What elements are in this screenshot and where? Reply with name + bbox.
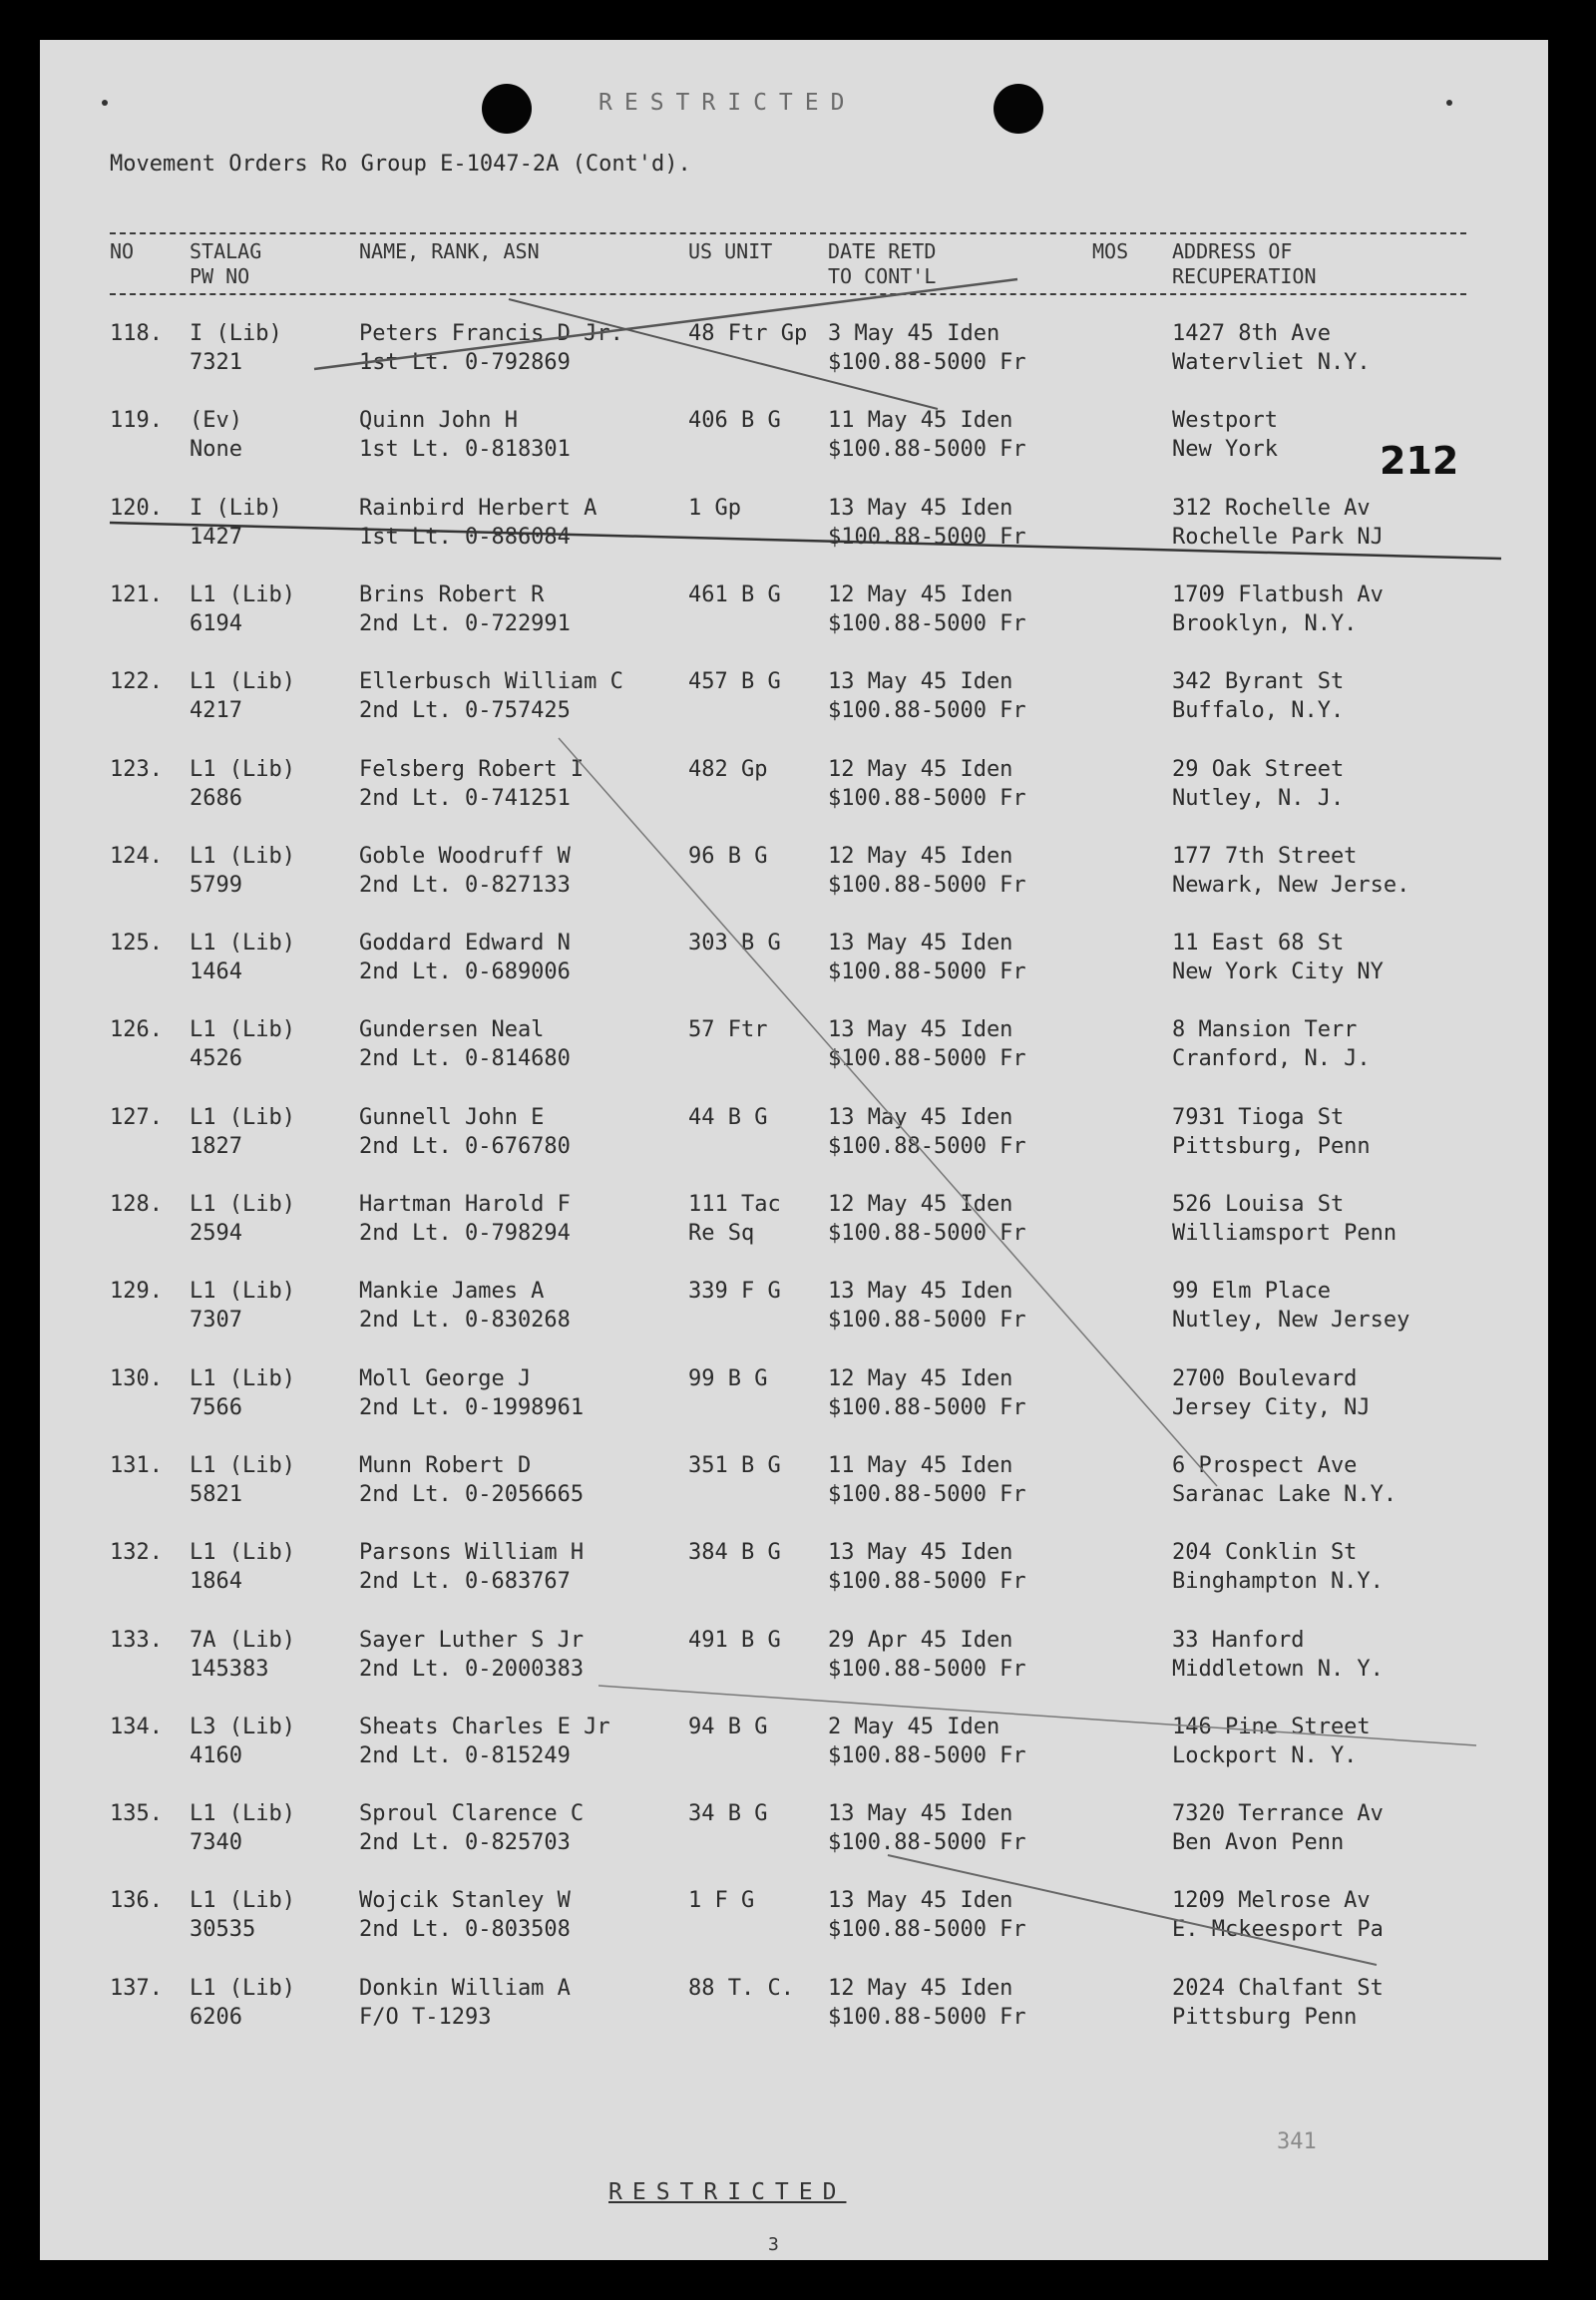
row-number-line: 124. bbox=[110, 843, 163, 869]
address-cell-line: 33 Hanford bbox=[1172, 1627, 1305, 1653]
stalag-cell-line: (Ev) bbox=[190, 408, 242, 434]
address-cell-line: 1427 8th Ave bbox=[1172, 321, 1331, 346]
row-number-line: 128. bbox=[110, 1192, 163, 1217]
date-returned-cell-line: $100.88-5000 Fr bbox=[828, 785, 1026, 811]
date-returned-cell-line: 3 May 45 Iden bbox=[828, 321, 1000, 346]
address-cell-line: 146 Pine Street bbox=[1172, 1714, 1371, 1739]
name-rank-cell-line: Sheats Charles E Jr bbox=[359, 1714, 610, 1739]
address-cell-line: Saranac Lake N.Y. bbox=[1172, 1481, 1397, 1507]
unit-cell-line: 34 B G bbox=[688, 1801, 768, 1827]
unit-cell-line: 461 B G bbox=[688, 581, 781, 607]
date-returned-cell-line: $100.88-5000 Fr bbox=[828, 350, 1026, 375]
col-header-address: ADDRESS OF RECUPERATION bbox=[1172, 239, 1317, 288]
stalag-cell-line: 30535 bbox=[190, 1917, 256, 1943]
name-rank-cell-line: 2nd Lt. 0-741251 bbox=[359, 785, 571, 811]
unit-cell-line: 1 Gp bbox=[688, 495, 741, 521]
address-cell-line: Buffalo, N.Y. bbox=[1172, 698, 1345, 724]
stalag-cell-line: 1864 bbox=[190, 1569, 242, 1595]
stalag-cell-line: 6206 bbox=[190, 2004, 242, 2030]
date-returned-cell-line: $100.88-5000 Fr bbox=[828, 1133, 1026, 1159]
unit-cell-line: 57 Ftr bbox=[688, 1017, 768, 1043]
address-cell-line: 2024 Chalfant St bbox=[1172, 1975, 1384, 2001]
date-returned-cell-line: 29 Apr 45 Iden bbox=[828, 1627, 1013, 1653]
unit-cell-line: 491 B G bbox=[688, 1627, 781, 1653]
row-number-line: 129. bbox=[110, 1279, 163, 1305]
unit-cell-line: 406 B G bbox=[688, 408, 781, 434]
name-rank-cell-line: 2nd Lt. 0-2056665 bbox=[359, 1481, 585, 1507]
date-returned-cell-line: $100.88-5000 Fr bbox=[828, 1830, 1026, 1856]
stalag-cell-line: I (Lib) bbox=[190, 321, 282, 346]
date-returned-cell-line: $100.88-5000 Fr bbox=[828, 524, 1026, 550]
address-cell-line: 312 Rochelle Av bbox=[1172, 495, 1371, 521]
unit-cell-line: 99 B G bbox=[688, 1365, 768, 1391]
row-number-line: 127. bbox=[110, 1104, 163, 1130]
name-rank-cell-line: Rainbird Herbert A bbox=[359, 495, 598, 521]
stalag-cell-line: None bbox=[190, 437, 242, 463]
stalag-cell-line: 4160 bbox=[190, 1742, 242, 1768]
name-rank-cell-line: Gunnell John E bbox=[359, 1104, 545, 1130]
address-cell-line: Rochelle Park NJ bbox=[1172, 524, 1384, 550]
strike-line bbox=[110, 523, 1501, 559]
unit-cell-line: 48 Ftr Gp bbox=[688, 321, 808, 346]
row-number-line: 121. bbox=[110, 581, 163, 607]
strike-line bbox=[314, 279, 1017, 369]
address-cell-line: 29 Oak Street bbox=[1172, 756, 1345, 782]
address-cell-line: Cranford, N. J. bbox=[1172, 1046, 1371, 1072]
date-returned-cell-line: $100.88-5000 Fr bbox=[828, 1394, 1026, 1420]
address-cell-line: Brooklyn, N.Y. bbox=[1172, 610, 1358, 636]
name-rank-cell-line: Ellerbusch William C bbox=[359, 669, 623, 695]
date-returned-cell-line: $100.88-5000 Fr bbox=[828, 2004, 1026, 2030]
stalag-cell-line: 1427 bbox=[190, 524, 242, 550]
unit-cell-line: 111 Tac bbox=[688, 1192, 781, 1217]
name-rank-cell-line: Hartman Harold F bbox=[359, 1192, 571, 1217]
unit-cell-line: 88 T. C. bbox=[688, 1975, 794, 2001]
name-rank-cell-line: Brins Robert R bbox=[359, 581, 545, 607]
date-returned-cell-line: $100.88-5000 Fr bbox=[828, 1481, 1026, 1507]
date-returned-cell-line: 13 May 45 Iden bbox=[828, 495, 1013, 521]
stalag-cell-line: L1 (Lib) bbox=[190, 843, 295, 869]
stalag-cell-line: L1 (Lib) bbox=[190, 1279, 295, 1305]
row-number-line: 132. bbox=[110, 1540, 163, 1566]
stalag-cell-line: L1 (Lib) bbox=[190, 581, 295, 607]
margin-mark: 341 bbox=[1277, 2129, 1317, 2154]
address-cell-line: Pittsburg, Penn bbox=[1172, 1133, 1371, 1159]
address-cell-line: Westport bbox=[1172, 408, 1278, 434]
stalag-cell-line: L1 (Lib) bbox=[190, 1888, 295, 1914]
date-returned-cell-line: 11 May 45 Iden bbox=[828, 408, 1013, 434]
stalag-cell-line: 7566 bbox=[190, 1394, 242, 1420]
date-returned-cell-line: 12 May 45 Iden bbox=[828, 843, 1013, 869]
stalag-cell-line: 145383 bbox=[190, 1656, 269, 1682]
address-cell-line: New York bbox=[1172, 437, 1278, 463]
stalag-cell-line: L1 (Lib) bbox=[190, 1365, 295, 1391]
stalag-cell-line: 1464 bbox=[190, 959, 242, 985]
date-returned-cell-line: 12 May 45 Iden bbox=[828, 581, 1013, 607]
address-cell-line: Middletown N. Y. bbox=[1172, 1656, 1384, 1682]
address-cell-line: 526 Louisa St bbox=[1172, 1192, 1345, 1217]
unit-cell-line: Re Sq bbox=[688, 1221, 755, 1246]
stalag-cell-line: L1 (Lib) bbox=[190, 1104, 295, 1130]
name-rank-cell-line: Sproul Clarence C bbox=[359, 1801, 585, 1827]
address-cell-line: 1209 Melrose Av bbox=[1172, 1888, 1371, 1914]
document-title: Movement Orders Ro Group E-1047-2A (Cont'd). bbox=[110, 152, 691, 177]
strike-line bbox=[888, 1855, 1377, 1965]
name-rank-cell-line: 2nd Lt. 0-2000383 bbox=[359, 1656, 585, 1682]
address-cell-line: 177 7th Street bbox=[1172, 843, 1358, 869]
name-rank-cell-line: 2nd Lt. 0-1998961 bbox=[359, 1394, 585, 1420]
date-returned-cell-line: $100.88-5000 Fr bbox=[828, 437, 1026, 463]
strike-line bbox=[598, 1686, 1476, 1745]
name-rank-cell-line: Sayer Luther S Jr bbox=[359, 1627, 585, 1653]
stalag-cell-line: I (Lib) bbox=[190, 495, 282, 521]
row-number-line: 133. bbox=[110, 1627, 163, 1653]
date-returned-cell-line: 13 May 45 Iden bbox=[828, 1801, 1013, 1827]
col-header-name: NAME, RANK, ASN bbox=[359, 239, 540, 263]
address-cell-line: 6 Prospect Ave bbox=[1172, 1452, 1358, 1478]
name-rank-cell-line: Goddard Edward N bbox=[359, 931, 571, 957]
address-cell-line: Watervliet N.Y. bbox=[1172, 350, 1371, 375]
unit-cell-line: 303 B G bbox=[688, 931, 781, 957]
col-header-mos: MOS bbox=[1092, 239, 1129, 263]
stalag-cell-line: L1 (Lib) bbox=[190, 669, 295, 695]
row-number-line: 134. bbox=[110, 1714, 163, 1739]
unit-cell-line: 351 B G bbox=[688, 1452, 781, 1478]
date-returned-cell-line: $100.88-5000 Fr bbox=[828, 1308, 1026, 1334]
row-number-line: 123. bbox=[110, 756, 163, 782]
address-cell-line: 342 Byrant St bbox=[1172, 669, 1345, 695]
name-rank-cell-line: Quinn John H bbox=[359, 408, 518, 434]
address-cell-line: 99 Elm Place bbox=[1172, 1279, 1331, 1305]
row-number-line: 122. bbox=[110, 669, 163, 695]
stalag-cell-line: 4217 bbox=[190, 698, 242, 724]
col-header-date: DATE RETD TO CONT'L bbox=[828, 239, 937, 288]
date-returned-cell-line: 13 May 45 Iden bbox=[828, 931, 1013, 957]
name-rank-cell-line: Moll George J bbox=[359, 1365, 532, 1391]
address-cell-line: 1709 Flatbush Av bbox=[1172, 581, 1384, 607]
row-number-line: 120. bbox=[110, 495, 163, 521]
row-number-line: 126. bbox=[110, 1017, 163, 1043]
stalag-cell-line: 5799 bbox=[190, 872, 242, 898]
address-cell-line: New York City NY bbox=[1172, 959, 1384, 985]
stalag-cell-line: 7340 bbox=[190, 1830, 242, 1856]
stalag-cell-line: 2594 bbox=[190, 1221, 242, 1246]
date-returned-cell-line: 12 May 45 Iden bbox=[828, 1192, 1013, 1217]
address-cell-line: E. Mckeesport Pa bbox=[1172, 1917, 1384, 1943]
address-cell-line: 8 Mansion Terr bbox=[1172, 1017, 1358, 1043]
address-cell-line: Binghampton N.Y. bbox=[1172, 1569, 1384, 1595]
name-rank-cell-line: 2nd Lt. 0-798294 bbox=[359, 1221, 571, 1246]
date-returned-cell-line: 2 May 45 Iden bbox=[828, 1714, 1000, 1739]
date-returned-cell-line: 13 May 45 Iden bbox=[828, 669, 1013, 695]
date-returned-cell-line: $100.88-5000 Fr bbox=[828, 610, 1026, 636]
row-number-line: 131. bbox=[110, 1452, 163, 1478]
address-cell-line: Newark, New Jerse. bbox=[1172, 872, 1410, 898]
unit-cell-line: 96 B G bbox=[688, 843, 768, 869]
name-rank-cell-line: 2nd Lt. 0-815249 bbox=[359, 1742, 571, 1768]
stalag-cell-line: 7307 bbox=[190, 1308, 242, 1334]
date-returned-cell-line: $100.88-5000 Fr bbox=[828, 1221, 1026, 1246]
row-number-line: 137. bbox=[110, 1975, 163, 2001]
name-rank-cell-line: F/O T-1293 bbox=[359, 2004, 492, 2030]
classification-footer: RESTRICTED bbox=[608, 2179, 847, 2205]
name-rank-cell-line: Mankie James A bbox=[359, 1279, 545, 1305]
name-rank-cell-line: 1st Lt. 0-886084 bbox=[359, 524, 571, 550]
page-stamp-number: 212 bbox=[1380, 439, 1459, 483]
date-returned-cell-line: 11 May 45 Iden bbox=[828, 1452, 1013, 1478]
date-returned-cell-line: $100.88-5000 Fr bbox=[828, 872, 1026, 898]
unit-cell-line: 339 F G bbox=[688, 1279, 781, 1305]
date-returned-cell-line: 13 May 45 Iden bbox=[828, 1017, 1013, 1043]
stalag-cell-line: L1 (Lib) bbox=[190, 756, 295, 782]
stalag-cell-line: 7A (Lib) bbox=[190, 1627, 295, 1653]
name-rank-cell-line: 1st Lt. 0-792869 bbox=[359, 350, 571, 375]
row-number-line: 119. bbox=[110, 408, 163, 434]
stalag-cell-line: L1 (Lib) bbox=[190, 1192, 295, 1217]
date-returned-cell-line: $100.88-5000 Fr bbox=[828, 1046, 1026, 1072]
row-number-line: 118. bbox=[110, 321, 163, 346]
col-header-stalag: STALAG PW NO bbox=[190, 239, 262, 288]
row-number-line: 136. bbox=[110, 1888, 163, 1914]
address-cell-line: 7320 Terrance Av bbox=[1172, 1801, 1384, 1827]
unit-cell-line: 94 B G bbox=[688, 1714, 768, 1739]
date-returned-cell-line: 12 May 45 Iden bbox=[828, 756, 1013, 782]
stalag-cell-line: L1 (Lib) bbox=[190, 1017, 295, 1043]
stalag-cell-line: L1 (Lib) bbox=[190, 1452, 295, 1478]
stalag-cell-line: L1 (Lib) bbox=[190, 1801, 295, 1827]
name-rank-cell-line: 2nd Lt. 0-676780 bbox=[359, 1133, 571, 1159]
stalag-cell-line: L3 (Lib) bbox=[190, 1714, 295, 1739]
col-header-unit: US UNIT bbox=[688, 239, 773, 263]
page-number: 3 bbox=[768, 2234, 779, 2255]
date-returned-cell-line: 12 May 45 Iden bbox=[828, 1365, 1013, 1391]
name-rank-cell-line: 2nd Lt. 0-689006 bbox=[359, 959, 571, 985]
name-rank-cell-line: Parsons William H bbox=[359, 1540, 585, 1566]
unit-cell-line: 457 B G bbox=[688, 669, 781, 695]
name-rank-cell-line: Wojcik Stanley W bbox=[359, 1888, 571, 1914]
address-cell-line: 2700 Boulevard bbox=[1172, 1365, 1358, 1391]
stalag-cell-line: 5821 bbox=[190, 1481, 242, 1507]
unit-cell-line: 384 B G bbox=[688, 1540, 781, 1566]
name-rank-cell-line: 2nd Lt. 0-722991 bbox=[359, 610, 571, 636]
date-returned-cell-line: $100.88-5000 Fr bbox=[828, 1742, 1026, 1768]
name-rank-cell-line: 2nd Lt. 0-683767 bbox=[359, 1569, 571, 1595]
name-rank-cell-line: Peters Francis D Jr. bbox=[359, 321, 623, 346]
document-page bbox=[40, 40, 1548, 2260]
address-cell-line: 204 Conklin St bbox=[1172, 1540, 1358, 1566]
unit-cell-line: 482 Gp bbox=[688, 756, 768, 782]
pen-strikes bbox=[40, 40, 1548, 2260]
name-rank-cell-line: 2nd Lt. 0-830268 bbox=[359, 1308, 571, 1334]
unit-cell-line: 44 B G bbox=[688, 1104, 768, 1130]
date-returned-cell-line: 13 May 45 Iden bbox=[828, 1104, 1013, 1130]
address-cell-line: Nutley, New Jersey bbox=[1172, 1308, 1410, 1334]
row-number-line: 135. bbox=[110, 1801, 163, 1827]
date-returned-cell-line: 12 May 45 Iden bbox=[828, 1975, 1013, 2001]
name-rank-cell-line: 2nd Lt. 0-757425 bbox=[359, 698, 571, 724]
name-rank-cell-line: Felsberg Robert I bbox=[359, 756, 585, 782]
name-rank-cell-line: Donkin William A bbox=[359, 1975, 571, 2001]
date-returned-cell-line: $100.88-5000 Fr bbox=[828, 1569, 1026, 1595]
date-returned-cell-line: 13 May 45 Iden bbox=[828, 1279, 1013, 1305]
name-rank-cell-line: 2nd Lt. 0-827133 bbox=[359, 872, 571, 898]
address-cell-line: Nutley, N. J. bbox=[1172, 785, 1345, 811]
date-returned-cell-line: 13 May 45 Iden bbox=[828, 1540, 1013, 1566]
stalag-cell-line: 7321 bbox=[190, 350, 242, 375]
row-number-line: 125. bbox=[110, 931, 163, 957]
date-returned-cell-line: 13 May 45 Iden bbox=[828, 1888, 1013, 1914]
address-cell-line: 7931 Tioga St bbox=[1172, 1104, 1345, 1130]
row-number-line: 130. bbox=[110, 1365, 163, 1391]
name-rank-cell-line: Gundersen Neal bbox=[359, 1017, 545, 1043]
name-rank-cell-line: Munn Robert D bbox=[359, 1452, 532, 1478]
stalag-cell-line: 6194 bbox=[190, 610, 242, 636]
name-rank-cell-line: 2nd Lt. 0-825703 bbox=[359, 1830, 571, 1856]
col-header-no: NO bbox=[110, 239, 135, 263]
stalag-cell-line: L1 (Lib) bbox=[190, 1540, 295, 1566]
classification-header: RESTRICTED bbox=[598, 90, 857, 116]
strike-line bbox=[559, 738, 1217, 1486]
address-cell-line: Lockport N. Y. bbox=[1172, 1742, 1358, 1768]
date-returned-cell-line: $100.88-5000 Fr bbox=[828, 1656, 1026, 1682]
date-returned-cell-line: $100.88-5000 Fr bbox=[828, 959, 1026, 985]
address-cell-line: Pittsburg Penn bbox=[1172, 2004, 1358, 2030]
name-rank-cell-line: 2nd Lt. 0-814680 bbox=[359, 1046, 571, 1072]
stalag-cell-line: 2686 bbox=[190, 785, 242, 811]
date-returned-cell-line: $100.88-5000 Fr bbox=[828, 1917, 1026, 1943]
address-cell-line: Williamsport Penn bbox=[1172, 1221, 1397, 1246]
stalag-cell-line: L1 (Lib) bbox=[190, 931, 295, 957]
stalag-cell-line: 4526 bbox=[190, 1046, 242, 1072]
date-returned-cell-line: $100.88-5000 Fr bbox=[828, 698, 1026, 724]
address-cell-line: Jersey City, NJ bbox=[1172, 1394, 1371, 1420]
name-rank-cell-line: 2nd Lt. 0-803508 bbox=[359, 1917, 571, 1943]
address-cell-line: 11 East 68 St bbox=[1172, 931, 1345, 957]
address-cell-line: Ben Avon Penn bbox=[1172, 1830, 1345, 1856]
name-rank-cell-line: 1st Lt. 0-818301 bbox=[359, 437, 571, 463]
stalag-cell-line: L1 (Lib) bbox=[190, 1975, 295, 2001]
stalag-cell-line: 1827 bbox=[190, 1133, 242, 1159]
unit-cell-line: 1 F G bbox=[688, 1888, 755, 1914]
name-rank-cell-line: Goble Woodruff W bbox=[359, 843, 571, 869]
